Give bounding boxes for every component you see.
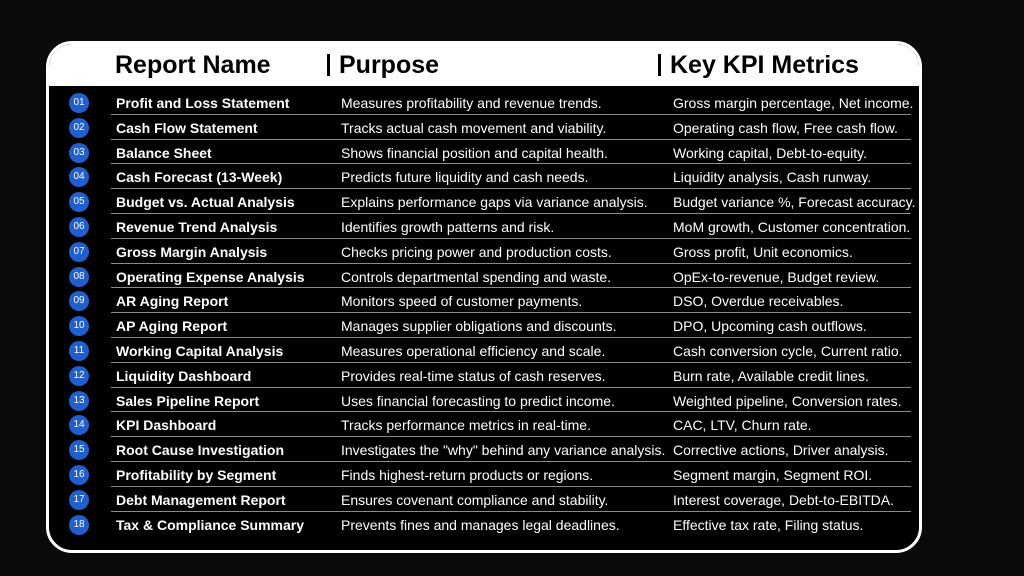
kpi-metrics-cell: Operating cash flow, Free cash flow.: [673, 119, 898, 136]
table-row: [49, 90, 919, 115]
kpi-metrics-cell: DSO, Overdue receivables.: [673, 293, 844, 310]
header-purpose: Purpose: [339, 51, 440, 79]
table-row: [49, 412, 919, 437]
row-number-badge: 15: [69, 440, 89, 460]
row-number-badge: 02: [69, 118, 89, 138]
table-row: [49, 239, 919, 264]
row-number-badge: 09: [69, 291, 89, 311]
report-name-cell: Operating Expense Analysis: [116, 268, 305, 285]
purpose-cell: Explains performance gaps via variance analysis.: [341, 194, 648, 211]
report-name-cell: Profitability by Segment: [116, 466, 277, 483]
report-name-cell: Cash Flow Statement: [116, 119, 258, 136]
table-row: [49, 164, 919, 189]
header-separator: [327, 54, 330, 76]
report-name-cell: Debt Management Report: [116, 491, 286, 508]
purpose-cell: Monitors speed of customer payments.: [341, 293, 583, 310]
purpose-cell: Measures operational efficiency and scale.: [341, 342, 606, 359]
kpi-metrics-cell: Effective tax rate, Filing status.: [673, 516, 864, 533]
report-name-cell: Revenue Trend Analysis: [116, 218, 278, 235]
row-number-badge: 11: [69, 341, 89, 361]
purpose-cell: Identifies growth patterns and risk.: [341, 218, 555, 235]
table-row: [49, 462, 919, 487]
report-name-cell: AR Aging Report: [116, 293, 229, 310]
table-row: [49, 189, 919, 214]
row-number-badge: 16: [69, 465, 89, 485]
row-number-badge: 10: [69, 316, 89, 336]
purpose-cell: Measures profitability and revenue trends.: [341, 95, 602, 111]
report-name-cell: Gross Margin Analysis: [116, 243, 268, 260]
purpose-cell: Tracks actual cash movement and viability.: [341, 119, 607, 136]
kpi-metrics-cell: MoM growth, Customer concentration.: [673, 218, 911, 235]
table-row: [49, 437, 919, 462]
report-name-cell: KPI Dashboard: [116, 417, 217, 434]
report-name-cell: Liquidity Dashboard: [116, 367, 252, 384]
purpose-cell: Predicts future liquidity and cash needs.: [341, 169, 589, 186]
kpi-metrics-cell: Weighted pipeline, Conversion rates.: [673, 392, 902, 409]
report-name-cell: Budget vs. Actual Analysis: [116, 194, 295, 211]
purpose-cell: Ensures covenant compliance and stability.: [341, 491, 609, 508]
kpi-metrics-cell: Working capital, Debt-to-equity.: [673, 144, 868, 161]
table-row: [49, 388, 919, 413]
report-name-cell: Cash Forecast (13-Week): [116, 169, 283, 186]
purpose-cell: Tracks performance metrics in real-time.: [341, 417, 591, 434]
purpose-cell: Investigates the "why" behind any variance analysis.: [341, 442, 666, 459]
report-name-cell: Profit and Loss Statement: [116, 95, 290, 111]
table-row: [49, 363, 919, 388]
row-number-badge: 17: [69, 490, 89, 510]
kpi-metrics-cell: Gross margin percentage, Net income.: [673, 95, 914, 111]
row-number-badge: 14: [69, 415, 89, 435]
header-separator: [658, 54, 661, 76]
purpose-cell: Finds highest-return products or regions.: [341, 466, 594, 483]
kpi-metrics-cell: Gross profit, Unit economics.: [673, 243, 853, 260]
table-row: [49, 214, 919, 239]
kpi-metrics-cell: Budget variance %, Forecast accuracy.: [673, 194, 916, 211]
kpi-metrics-cell: Liquidity analysis, Cash runway.: [673, 169, 872, 186]
purpose-cell: Checks pricing power and production costs.: [341, 243, 612, 260]
purpose-cell: Prevents fines and manages legal deadlines.: [341, 516, 620, 533]
kpi-metrics-cell: Corrective actions, Driver analysis.: [673, 442, 889, 459]
report-name-cell: Root Cause Investigation: [116, 442, 285, 459]
purpose-cell: Manages supplier obligations and discounts.: [341, 318, 617, 335]
kpi-metrics-cell: Burn rate, Available credit lines.: [673, 367, 869, 384]
report-name-cell: Working Capital Analysis: [116, 342, 284, 359]
header-report-name: Report Name: [115, 51, 271, 79]
table-row: [49, 487, 919, 512]
report-table-card: [46, 41, 922, 553]
table-row: [49, 264, 919, 289]
kpi-metrics-cell: Segment margin, Segment ROI.: [673, 466, 873, 483]
purpose-cell: Uses financial forecasting to predict income.: [341, 392, 615, 409]
table-row: [49, 512, 919, 537]
header-kpi-metrics: Key KPI Metrics: [670, 51, 859, 79]
row-number-badge: 06: [69, 217, 89, 237]
table-row: [49, 140, 919, 165]
kpi-metrics-cell: CAC, LTV, Churn rate.: [673, 417, 812, 434]
row-number-badge: 01: [69, 93, 89, 113]
table-header: [49, 44, 919, 86]
row-number-badge: 05: [69, 192, 89, 212]
purpose-cell: Controls departmental spending and waste.: [341, 268, 612, 285]
kpi-metrics-cell: Cash conversion cycle, Current ratio.: [673, 342, 903, 359]
report-name-cell: Balance Sheet: [116, 144, 212, 161]
row-number-badge: 18: [69, 515, 89, 535]
row-number-badge: 03: [69, 143, 89, 163]
purpose-cell: Shows financial position and capital health.: [341, 144, 608, 161]
kpi-metrics-cell: OpEx-to-revenue, Budget review.: [673, 268, 880, 285]
row-number-badge: 12: [69, 366, 89, 386]
row-number-badge: 07: [69, 242, 89, 262]
table-row: [49, 288, 919, 313]
report-name-cell: Tax & Compliance Summary: [116, 516, 305, 533]
table-row: [49, 313, 919, 338]
report-name-cell: AP Aging Report: [116, 318, 228, 335]
table-body: [49, 90, 919, 536]
report-name-cell: Sales Pipeline Report: [116, 392, 260, 409]
row-number-badge: 13: [69, 391, 89, 411]
table-row: [49, 338, 919, 363]
table-row: [49, 115, 919, 140]
row-number-badge: 04: [69, 167, 89, 187]
purpose-cell: Provides real-time status of cash reserves.: [341, 367, 606, 384]
kpi-metrics-cell: Interest coverage, Debt-to-EBITDA.: [673, 491, 894, 508]
kpi-metrics-cell: DPO, Upcoming cash outflows.: [673, 318, 867, 335]
row-number-badge: 08: [69, 267, 89, 287]
